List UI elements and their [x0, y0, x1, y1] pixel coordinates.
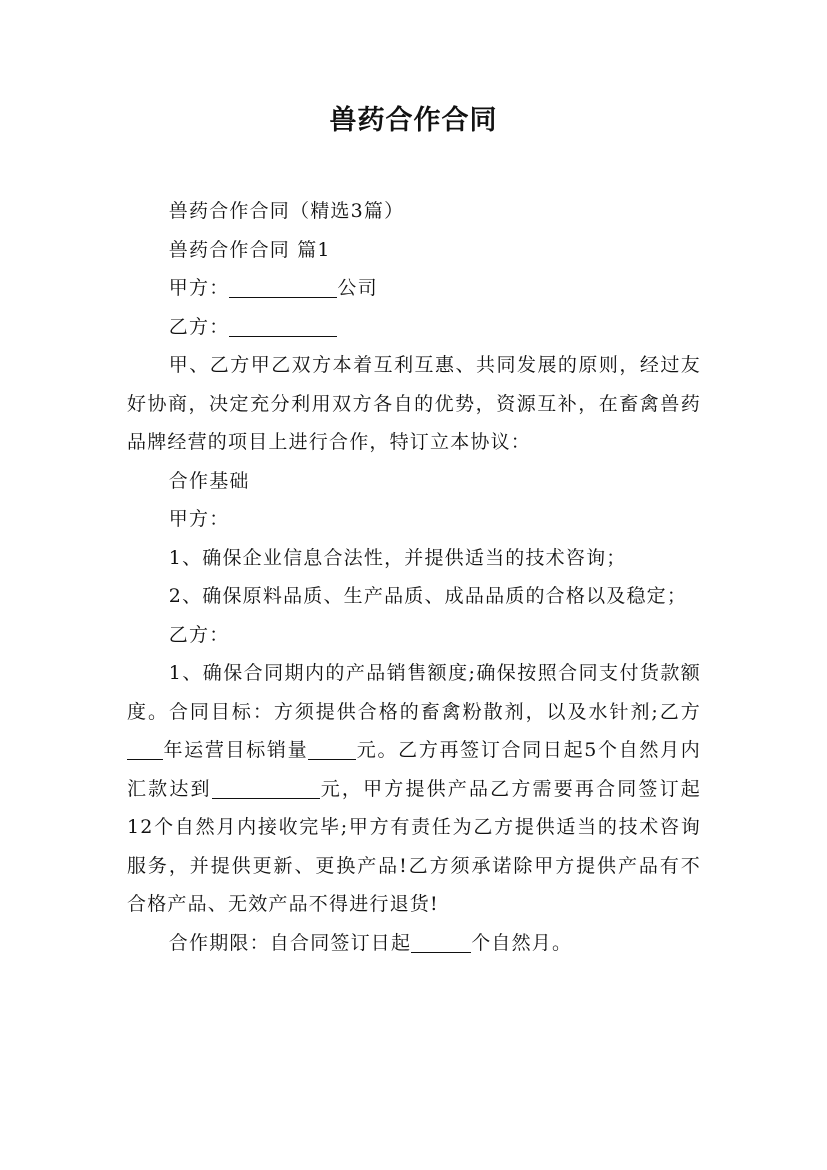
paragraph-text: 甲、乙方甲乙双方本着互利互惠、共同发展的原则，经过友好协商，决定充分利用双方各自的优势，资源互补，在畜禽兽药品牌经营的项目上进行合作，特订立本协议： — [127, 354, 701, 453]
paragraph-text: 年运营目标销量 — [163, 739, 309, 761]
paragraph — [127, 539, 701, 578]
fill-in-blank — [229, 277, 337, 298]
paragraph — [127, 616, 701, 655]
paragraph-text: 合作期限：自合同签订日起 — [168, 931, 412, 954]
fill-in-blank — [411, 932, 471, 953]
fill-in-blank — [212, 778, 320, 799]
document-body — [127, 192, 701, 962]
paragraph — [127, 500, 701, 539]
paragraph-text: 乙方： — [168, 623, 230, 646]
document-title: 兽药合作合同 — [329, 105, 498, 136]
paragraph — [127, 346, 701, 462]
paragraph-text: 公司 — [337, 277, 378, 299]
paragraph — [127, 231, 701, 270]
fill-in-blank — [229, 316, 337, 337]
paragraph — [127, 269, 701, 308]
paragraph — [127, 924, 701, 963]
paragraph-text: 2、确保原料品质、生产品质、成品品质的合格以及稳定； — [168, 585, 688, 607]
paragraph-text: 甲方： — [168, 508, 230, 530]
paragraph-text: 合作基础 — [168, 469, 250, 492]
paragraph-text: 元。乙方再签订合同日起5个自然月内汇款达到 — [127, 739, 701, 800]
paragraph-text: 甲方： — [168, 277, 230, 299]
paragraph — [127, 654, 701, 924]
paragraph — [127, 192, 701, 231]
fill-in-blank — [127, 739, 163, 760]
paragraph-text: 元，甲方提供产品乙方需要再合同签订起12个自然月内接收完毕;甲方有责任为乙方提供适当的技术咨询服务，并提供更新、更换产品!乙方须承诺除甲方提供产品有不合格产品、无效产品不得进行退货! — [127, 777, 701, 915]
paragraph — [127, 462, 701, 501]
paragraph — [127, 308, 701, 347]
fill-in-blank — [308, 739, 356, 760]
paragraph-text: 乙方： — [168, 315, 230, 338]
paragraph-text: 个自然月。 — [471, 931, 573, 954]
paragraph — [127, 577, 701, 616]
paragraph-text: 兽药合作合同（精选3篇） — [168, 200, 405, 222]
paragraph-text: 1、确保企业信息合法性，并提供适当的技术咨询； — [168, 546, 627, 569]
paragraph-text: 1、确保合同期内的产品销售额度;确保按照合同支付货款额度。合同目标：方须提供合格的畜禽粉散剂，以及水针剂;乙方 — [127, 662, 701, 723]
paragraph-text: 兽药合作合同 篇1 — [168, 238, 331, 261]
